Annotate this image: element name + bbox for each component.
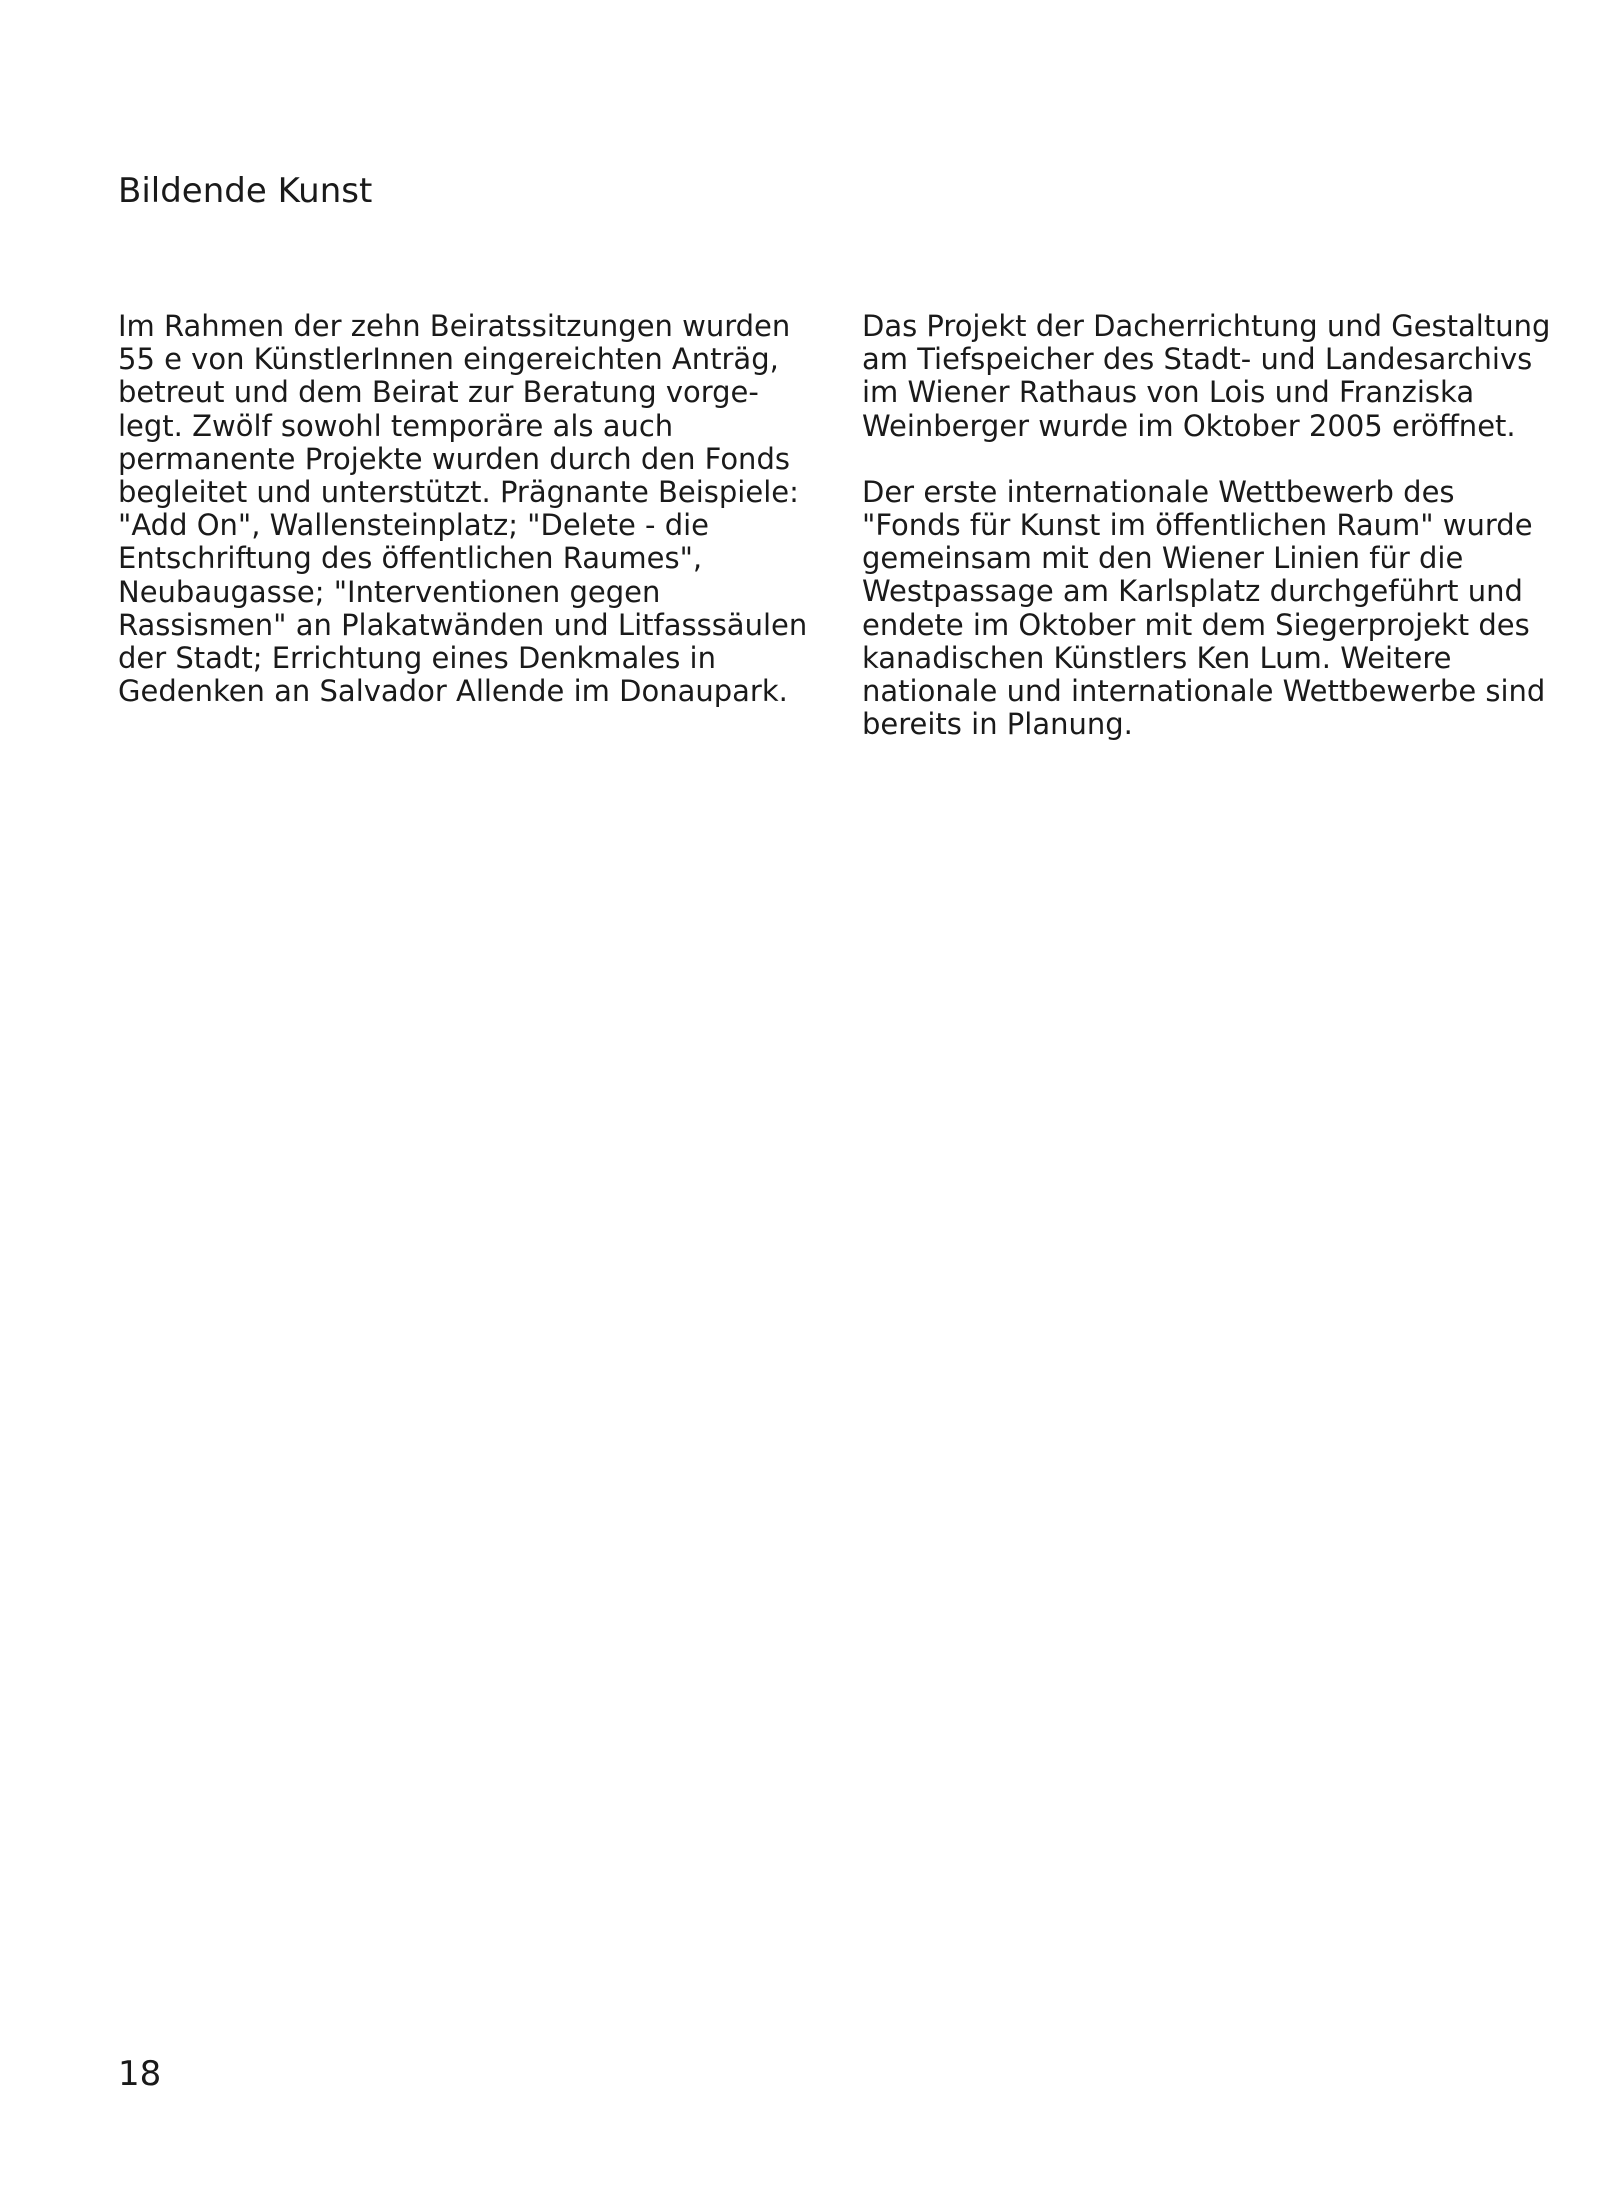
text-line: der Stadt; Errichtung eines Denkmales in	[118, 641, 716, 676]
right-text-column	[862, 310, 1562, 774]
text-line: legt. Zwölf sowohl temporäre als auch	[118, 408, 674, 443]
text-line: "Fonds für Kunst im öffentlichen Raum" wurde	[862, 508, 1533, 543]
text-line: Gedenken an Salvador Allende im Donaupark.	[118, 674, 788, 709]
text-line: gemeinsam mit den Wiener Linien für die	[862, 541, 1464, 576]
text-line: endete im Oktober mit dem Siegerprojekt des	[862, 607, 1530, 642]
text-line: bereits in Planung.	[862, 707, 1133, 742]
text-line: Entschriftung des öffentlichen Raumes",	[118, 541, 703, 576]
text-line: Im Rahmen der zehn Beiratssitzungen wurden	[118, 309, 791, 343]
text-line: kanadischen Künstlers Ken Lum. Weitere	[862, 640, 1452, 675]
text-line: Rassismen" an Plakatwänden und Litfasssäulen	[118, 607, 808, 642]
text-line: am Tiefspeicher des Stadt- und Landesarchivs	[862, 342, 1533, 377]
paragraph	[862, 310, 1562, 443]
paragraph	[862, 476, 1562, 742]
text-line: Westpassage am Karlsplatz durchgeführt und	[862, 574, 1523, 609]
text-line: betreut und dem Beirat zur Beratung vorge-	[118, 375, 759, 410]
page-number: 18	[118, 2054, 162, 2094]
text-line: permanente Projekte wurden durch den Fonds	[118, 441, 790, 476]
text-line: begleitet und unterstützt. Prägnante Beispiele:	[118, 475, 799, 510]
text-line: Weinberger wurde im Oktober 2005 eröffnet.	[862, 408, 1516, 443]
text-line: Der erste internationale Wettbewerb des	[862, 474, 1455, 509]
text-line: Das Projekt der Dacherrichtung und Gestaltung	[862, 309, 1551, 343]
text-line: 55 e von KünstlerInnen eingereichten Anträg,	[118, 342, 779, 377]
text-line: Neubaugasse; "Interventionen gegen	[118, 574, 661, 609]
paragraph	[118, 310, 808, 708]
left-text-column	[118, 310, 808, 741]
text-line: im Wiener Rathaus von Lois und Franziska	[862, 375, 1475, 410]
text-line: "Add On", Wallensteinplatz; "Delete - die	[118, 508, 710, 543]
page-heading: Bildende Kunst	[118, 171, 373, 211]
text-line: nationale und internationale Wettbewerbe sind	[862, 674, 1546, 709]
